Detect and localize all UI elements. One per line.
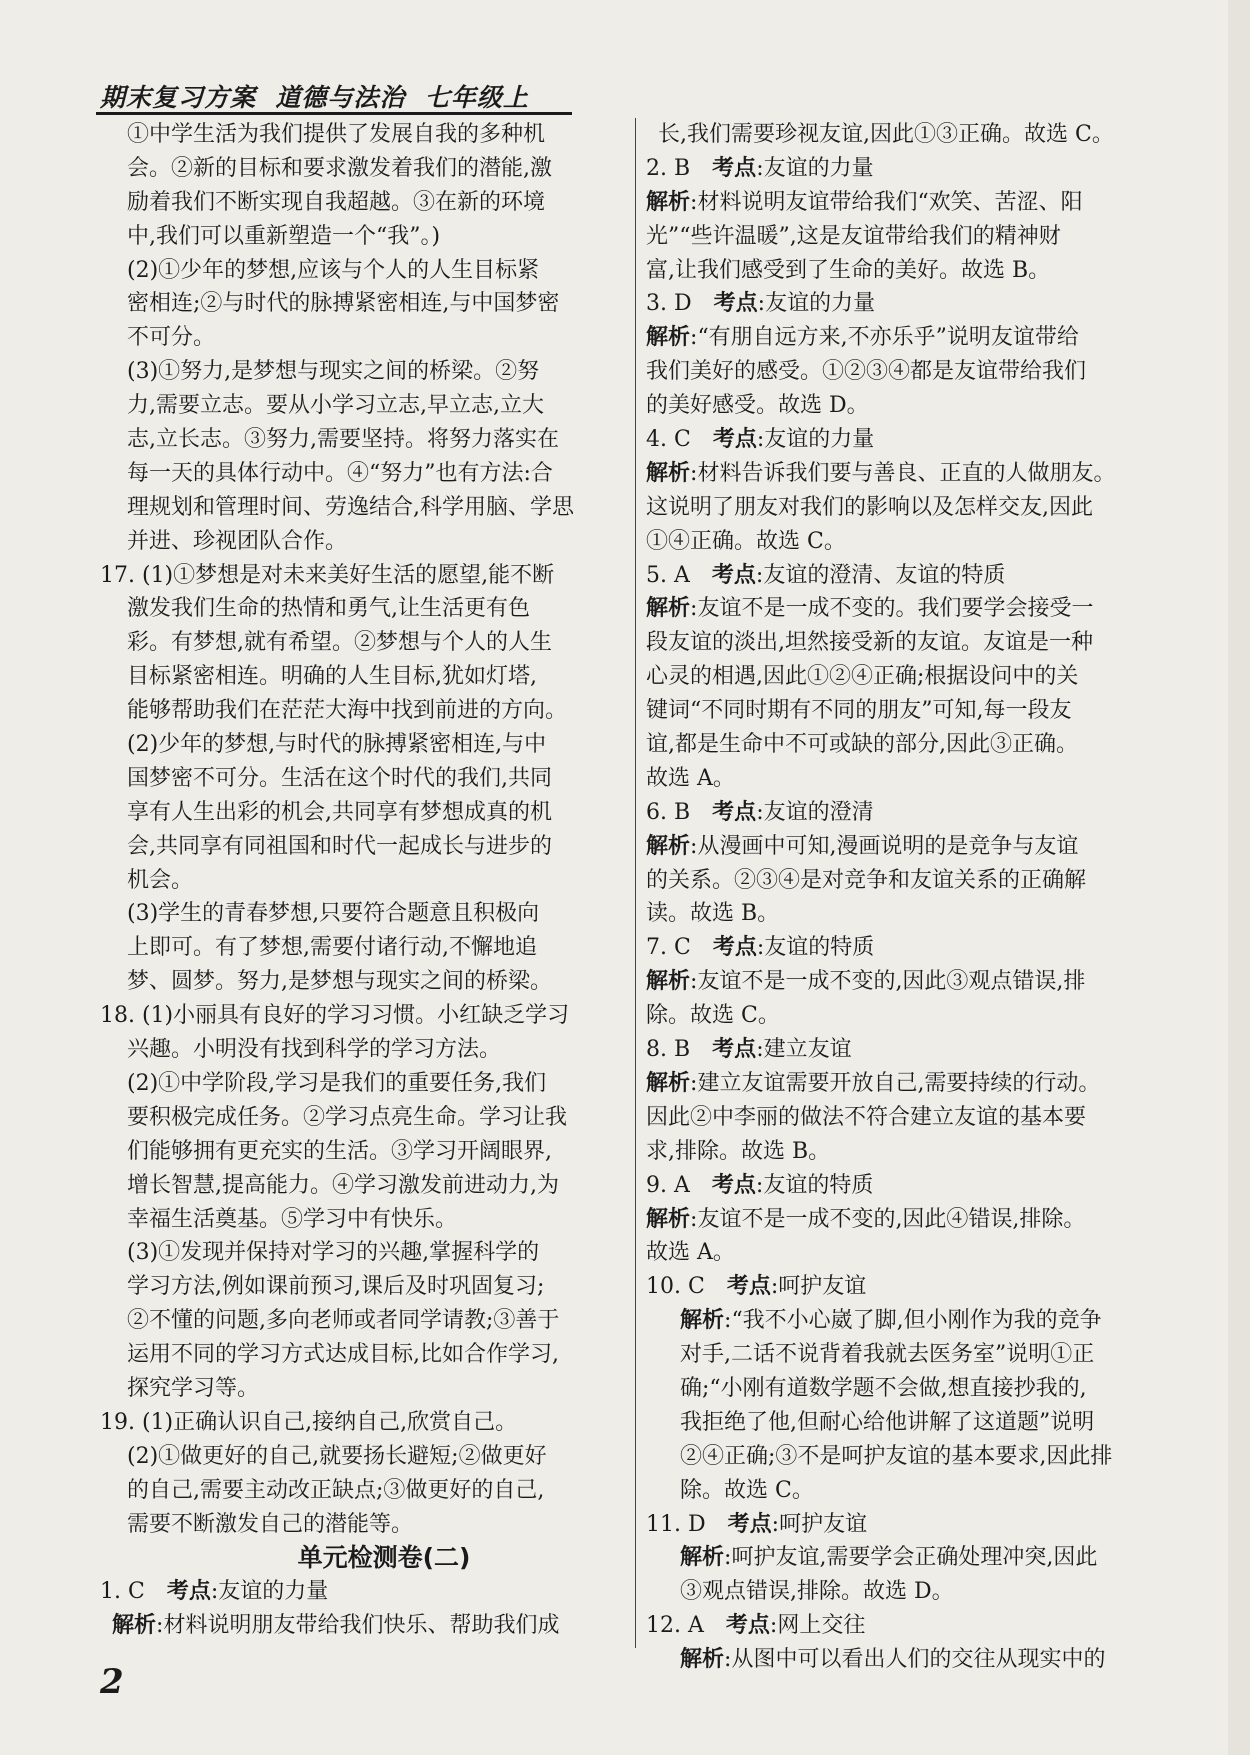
- text-line: 这说明了朋友对我们的影响以及怎样交友,因此: [646, 494, 1093, 520]
- kaodian-label: 考点: [712, 427, 757, 453]
- text-line: (2)少年的梦想,与时代的脉搏紧密相连,与中: [127, 732, 547, 758]
- jiexi-label: 解析: [646, 325, 691, 351]
- explanation-text: 材料告诉我们要与善良、正直的人做朋友。: [697, 460, 1116, 486]
- explanation-text: 材料说明朋友带给我们快乐、帮助我们成: [163, 1613, 560, 1639]
- answer-number: 10. C: [646, 1274, 705, 1300]
- text-line: 能够帮助我们在茫茫大海中找到前进的方向。: [127, 698, 568, 724]
- answer-number: 4. C: [646, 427, 691, 453]
- kaodian-label: 考点: [711, 562, 756, 588]
- text-line: 机会。: [127, 867, 194, 893]
- topic-text: 友谊的澄清: [763, 799, 874, 825]
- answer-header: 6. B 考点:友谊的澄清: [646, 799, 874, 825]
- kaodian-label: 考点: [166, 1579, 211, 1605]
- explanation-text: 从漫画中可知,漫画说明的是竞争与友谊: [697, 833, 1079, 859]
- explanation-text: “有朋自远方来,不亦乐乎”说明友谊带给: [697, 325, 1079, 351]
- text-line: 志,立长志。③努力,需要坚持。将努力落实在: [127, 427, 559, 453]
- text-line: 每一天的具体行动中。④“努力”也有方法:合: [127, 460, 553, 486]
- explanation-line: 解析:“我不小心崴了脚,但小刚作为我的竞争: [680, 1308, 1102, 1334]
- text-line: 长,我们需要珍视友谊,因此①③正确。故选 C。: [658, 122, 1114, 147]
- text-line: 探究学习等。: [127, 1375, 260, 1401]
- jiexi-label: 解析: [646, 596, 691, 622]
- answer-header: 9. A 考点:友谊的特质: [646, 1172, 874, 1198]
- text-line: 段友谊的淡出,坦然接受新的友谊。友谊是一种: [646, 630, 1093, 656]
- text-line: 梦、圆梦。努力,是梦想与现实之间的桥梁。: [127, 969, 552, 995]
- text-line: 力,需要立志。要从小学习立志,早立志,立大: [127, 393, 544, 419]
- jiexi-label: 解析: [646, 969, 691, 995]
- answer-number: 12. A: [646, 1613, 704, 1639]
- topic-text: 友谊的特质: [763, 1172, 874, 1198]
- text-line: (3)①发现并保持对学习的兴趣,掌握科学的: [127, 1240, 540, 1266]
- kaodian-label: 考点: [712, 1037, 757, 1063]
- text-line: 键词“不同时期有不同的朋友”可知,每一段友: [646, 698, 1072, 724]
- answer-number: 9. A: [646, 1172, 690, 1198]
- text-line: 幸福生活奠基。⑤学习中有快乐。: [127, 1206, 458, 1232]
- text-line: 19. (1)正确认识自己,接纳自己,欣赏自己。: [100, 1409, 518, 1435]
- text-line: 要积极完成任务。②学习点亮生命。学习让我: [127, 1104, 568, 1130]
- answer-header: 12. A 考点:网上交往: [646, 1613, 866, 1639]
- right-column: [646, 118, 1168, 1677]
- jiexi-label: 解析: [646, 1070, 691, 1096]
- explanation-line: 解析:友谊不是一成不变的,因此③观点错误,排: [646, 969, 1086, 995]
- jiexi-label: 解析: [646, 833, 691, 859]
- topic-text: 呵护友谊: [778, 1274, 867, 1300]
- explanation-text: 友谊不是一成不变的。我们要学会接受一: [697, 596, 1094, 622]
- text-line: 确;“小刚有道数学题不会做,想直接抄我的,: [680, 1375, 1087, 1401]
- topic-text: 友谊的力量: [763, 155, 874, 181]
- jiexi-label: 解析: [680, 1308, 725, 1334]
- text-line: 运用不同的学习方式达成目标,比如合作学习,: [127, 1342, 559, 1368]
- left-column: [100, 118, 628, 1643]
- kaodian-label: 考点: [712, 935, 757, 961]
- jiexi-label: 解析: [112, 1613, 157, 1639]
- answer-number: 11. D: [646, 1511, 706, 1537]
- text-line: 除。故选 C。: [646, 1003, 780, 1029]
- text-line: (3)学生的青春梦想,只要符合题意且积极向: [127, 901, 540, 927]
- answer-header: 1. C 考点:友谊的力量: [100, 1579, 329, 1605]
- topic-text: 友谊的特质: [764, 935, 875, 961]
- section-title: 单元检测卷(二): [297, 1543, 471, 1573]
- scan-edge: [1228, 0, 1250, 1755]
- text-line: 励着我们不断实现自我超越。③在新的环境: [127, 189, 546, 215]
- explanation-line: 解析:友谊不是一成不变的,因此④错误,排除。: [646, 1206, 1086, 1232]
- explanation-line: 解析:材料说明朋友带给我们快乐、帮助我们成: [112, 1613, 560, 1639]
- answer-number: 3. D: [646, 291, 692, 317]
- explanation-text: “我不小心崴了脚,但小刚作为我的竞争: [731, 1308, 1102, 1334]
- text-line: 的美好感受。故选 D。: [646, 393, 869, 419]
- text-line: 谊,都是生命中不可或缺的部分,因此③正确。: [646, 732, 1078, 758]
- text-line: (2)①中学阶段,学习是我们的重要任务,我们: [127, 1070, 547, 1096]
- text-line: ②④正确;③不是呵护友谊的基本要求,因此排: [680, 1443, 1113, 1469]
- text-line: 故选 A。: [646, 1240, 735, 1266]
- topic-text: 建立友谊: [763, 1037, 852, 1063]
- text-line: 除。故选 C。: [680, 1477, 814, 1503]
- topic-text: 友谊的力量: [765, 291, 876, 317]
- text-line: 因此②中李丽的做法不符合建立友谊的基本要: [646, 1104, 1087, 1130]
- text-line: 会,共同享有同祖国和时代一起成长与进步的: [127, 833, 552, 859]
- explanation-line: 解析:友谊不是一成不变的。我们要学会接受一: [646, 596, 1094, 622]
- kaodian-label: 考点: [712, 799, 757, 825]
- text-line: 兴趣。小明没有找到科学的学习方法。: [127, 1037, 502, 1063]
- jiexi-label: 解析: [680, 1545, 725, 1571]
- text-line: 的关系。②③④是对竞争和友谊关系的正确解: [646, 867, 1087, 893]
- kaodian-label: 考点: [711, 1172, 756, 1198]
- explanation-line: 解析:呵护友谊,需要学会正确处理冲突,因此: [680, 1545, 1098, 1571]
- text-line: 并进、珍视团队合作。: [127, 528, 348, 554]
- text-line: ①④正确。故选 C。: [646, 528, 846, 554]
- page-number: 2: [100, 1662, 124, 1702]
- text-line: 会。②新的目标和要求激发着我们的潜能,激: [127, 155, 552, 181]
- page-header-title: 期末复习方案 道德与法治 七年级上: [100, 83, 529, 112]
- topic-text: 友谊的力量: [218, 1579, 329, 1605]
- text-line: 密相连;②与时代的脉搏紧密相连,与中国梦密: [127, 291, 560, 317]
- text-line: 理规划和管理时间、劳逸结合,科学用脑、学思: [127, 494, 574, 520]
- kaodian-label: 考点: [727, 1511, 772, 1537]
- explanation-line: 解析:材料说明友谊带给我们“欢笑、苦涩、阳: [646, 189, 1083, 215]
- text-line: 需要不断激发自己的潜能等。: [127, 1511, 414, 1537]
- explanation-line: 解析:从图中可以看出人们的交往从现实中的: [680, 1647, 1106, 1673]
- answer-header: 2. B 考点:友谊的力量: [646, 155, 874, 181]
- answer-number: 2. B: [646, 155, 691, 181]
- text-line: ②不懂的问题,多向老师或者同学请教;③善于: [127, 1308, 560, 1334]
- text-line: 增长智慧,提高能力。④学习激发前进动力,为: [127, 1172, 559, 1198]
- answer-number: 1. C: [100, 1579, 145, 1605]
- answer-number: 7. C: [646, 935, 691, 961]
- header-rule: [96, 112, 572, 115]
- text-line: 对手,二话不说背着我就去医务室”说明①正: [680, 1342, 1095, 1368]
- text-line: 享有人生出彩的机会,共同享有梦想成真的机: [127, 799, 552, 825]
- text-line: 我拒绝了他,但耐心给他讲解了这道题”说明: [680, 1409, 1095, 1435]
- explanation-text: 呵护友谊,需要学会正确处理冲突,因此: [731, 1545, 1098, 1571]
- kaodian-label: 考点: [712, 155, 757, 181]
- explanation-text: 建立友谊需要开放自己,需要持续的行动。: [697, 1070, 1101, 1096]
- text-line: 上即可。有了梦想,需要付诸行动,不懈地追: [127, 935, 537, 961]
- answer-header: 11. D 考点:呵护友谊: [646, 1511, 868, 1537]
- kaodian-label: 考点: [713, 291, 758, 317]
- text-line: 国梦密不可分。生活在这个时代的我们,共同: [127, 765, 552, 791]
- explanation-text: 友谊不是一成不变的,因此④错误,排除。: [697, 1206, 1086, 1232]
- explanation-text: 从图中可以看出人们的交往从现实中的: [731, 1647, 1106, 1673]
- explanation-line: 解析:“有朋自远方来,不亦乐乎”说明友谊带给: [646, 325, 1079, 351]
- kaodian-label: 考点: [726, 1274, 771, 1300]
- answer-header: 7. C 考点:友谊的特质: [646, 935, 875, 961]
- topic-text: 网上交往: [777, 1613, 866, 1639]
- text-line: 故选 A。: [646, 765, 735, 791]
- answer-header: 3. D 考点:友谊的力量: [646, 291, 876, 317]
- answer-header: 4. C 考点:友谊的力量: [646, 427, 875, 453]
- text-line: 我们美好的感受。①②③④都是友谊带给我们: [646, 359, 1087, 385]
- answer-header: 5. A 考点:友谊的澄清、友谊的特质: [646, 562, 1006, 588]
- jiexi-label: 解析: [646, 460, 691, 486]
- explanation-text: 材料说明友谊带给我们“欢笑、苦涩、阳: [697, 189, 1083, 215]
- text-line: 心灵的相遇,因此①②④正确;根据设问中的关: [646, 664, 1079, 690]
- topic-text: 呵护友谊: [779, 1511, 868, 1537]
- text-line: 们能够拥有更充实的生活。③学习开阔眼界,: [127, 1138, 552, 1164]
- jiexi-label: 解析: [646, 189, 691, 215]
- explanation-line: 解析:建立友谊需要开放自己,需要持续的行动。: [646, 1070, 1101, 1096]
- topic-text: 友谊的力量: [764, 427, 875, 453]
- text-line: 光”“些许温暖”,这是友谊带给我们的精神财: [646, 223, 1061, 249]
- text-line: 目标紧密相连。明确的人生目标,犹如灯塔,: [127, 664, 537, 690]
- text-line: 18. (1)小丽具有良好的学习习惯。小红缺乏学习: [100, 1003, 570, 1029]
- column-divider: [635, 118, 636, 1648]
- topic-text: 友谊的澄清、友谊的特质: [763, 562, 1006, 588]
- text-line: ①中学生活为我们提供了发展自我的多种机: [127, 122, 546, 147]
- text-line: 激发我们生命的热情和勇气,让生活更有色: [127, 596, 530, 622]
- text-line: (3)①努力,是梦想与现实之间的桥梁。②努: [127, 359, 540, 385]
- text-line: 富,让我们感受到了生命的美好。故选 B。: [646, 257, 1051, 283]
- answer-header: 10. C 考点:呵护友谊: [646, 1274, 867, 1300]
- explanation-line: 解析:从漫画中可知,漫画说明的是竞争与友谊: [646, 833, 1079, 859]
- answer-header: 8. B 考点:建立友谊: [646, 1037, 852, 1063]
- text-line: 彩。有梦想,就有希望。②梦想与个人的人生: [127, 630, 552, 656]
- jiexi-label: 解析: [680, 1647, 725, 1673]
- text-line: (2)①做更好的自己,就要扬长避短;②做更好: [127, 1443, 547, 1469]
- explanation-text: 友谊不是一成不变的,因此③观点错误,排: [697, 969, 1086, 995]
- text-line: 中,我们可以重新塑造一个“我”。): [127, 223, 441, 249]
- text-line: 不可分。: [127, 325, 216, 351]
- answer-number: 6. B: [646, 799, 691, 825]
- text-line: 学习方法,例如课前预习,课后及时巩固复习;: [127, 1274, 545, 1300]
- explanation-line: 解析:材料告诉我们要与善良、正直的人做朋友。: [646, 460, 1116, 486]
- answer-number: 5. A: [646, 562, 690, 588]
- text-line: 17. (1)①梦想是对未来美好生活的愿望,能不断: [100, 562, 555, 588]
- text-line: 的自己,需要主动改正缺点;③做更好的自己,: [127, 1477, 545, 1503]
- jiexi-label: 解析: [646, 1206, 691, 1232]
- text-line: 求,排除。故选 B。: [646, 1138, 831, 1164]
- text-line: 读。故选 B。: [646, 901, 780, 927]
- answer-number: 8. B: [646, 1037, 691, 1063]
- kaodian-label: 考点: [725, 1613, 770, 1639]
- text-line: (2)①少年的梦想,应该与个人的人生目标紧: [127, 257, 540, 283]
- text-line: ③观点错误,排除。故选 D。: [680, 1579, 954, 1605]
